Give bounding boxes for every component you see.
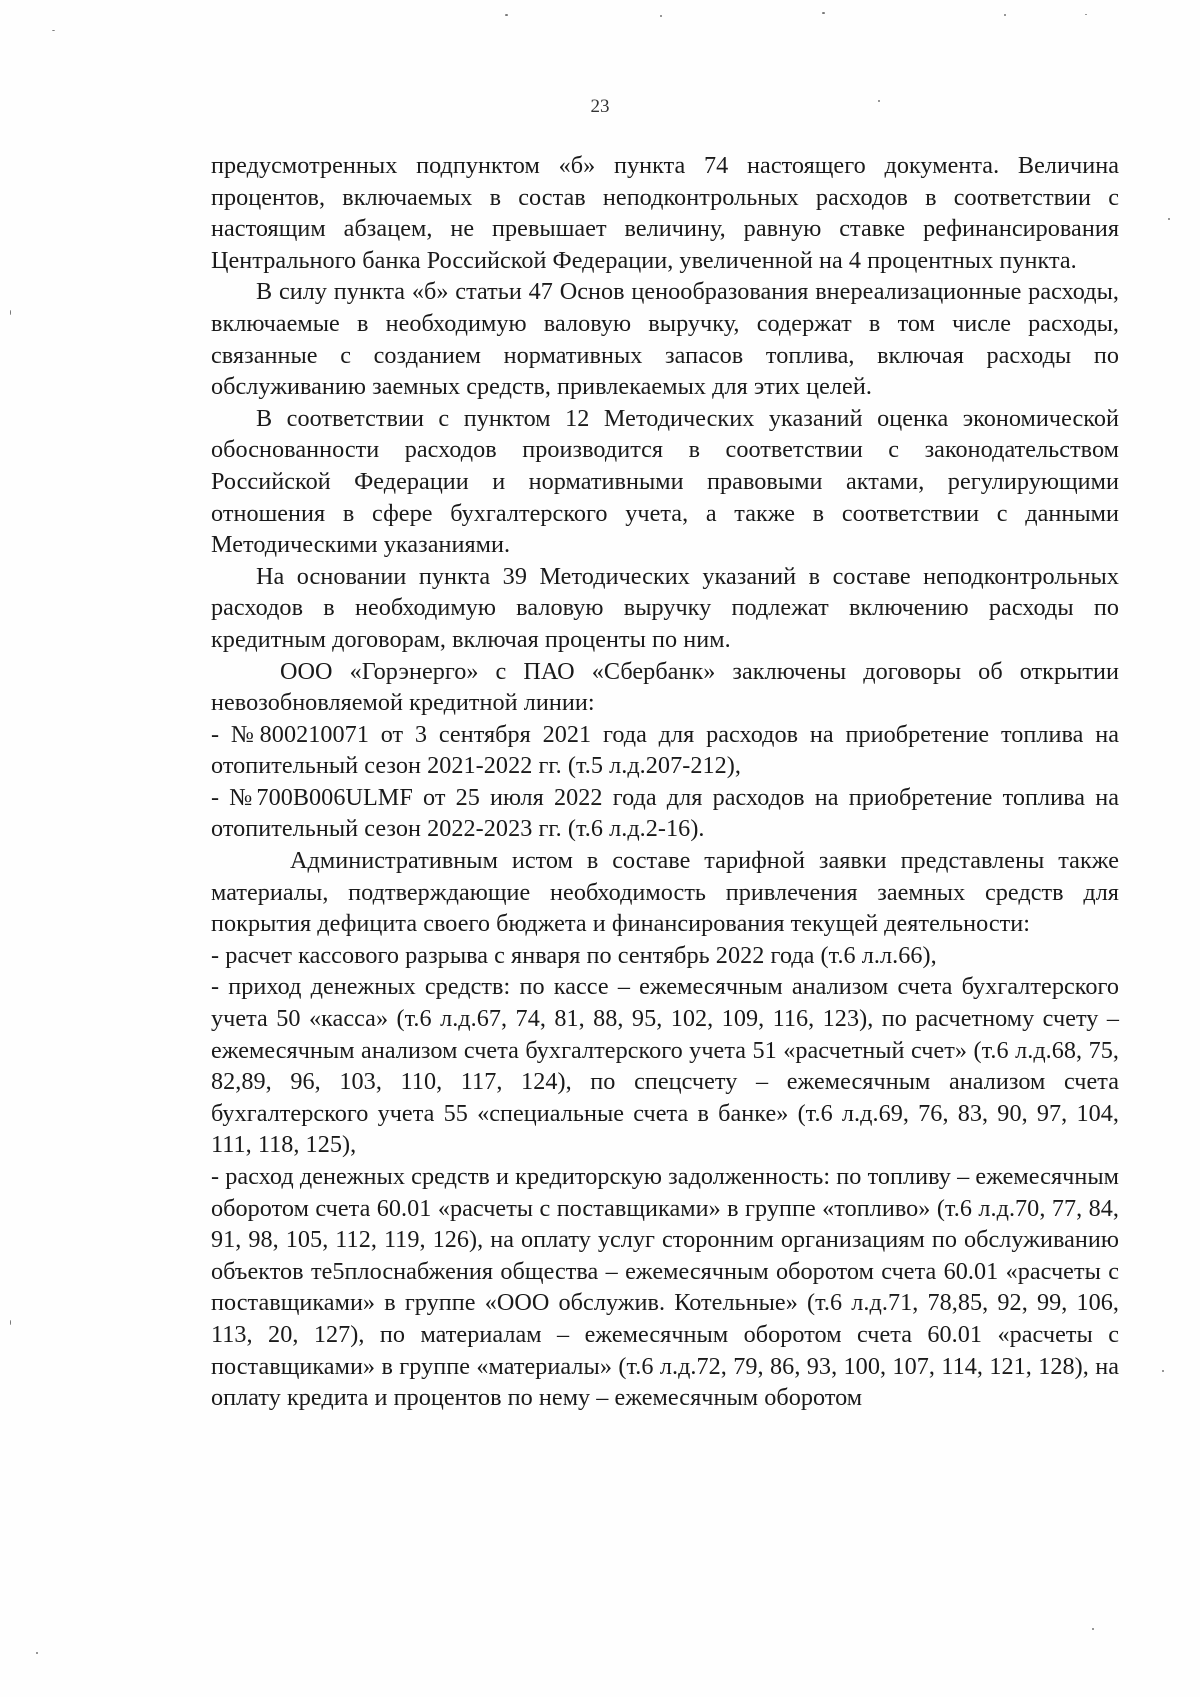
paragraph: Административным истом в составе тарифной заявки представлены также материалы, подтверждающие необходимость привлечения заемных средств для покрытия дефицита своего бюджета и финансирования текущей деятельности: (211, 847, 1119, 938)
paragraph: На основании пункта 39 Методических указаний в составе неподконтрольных расходов в необходимую валовую выручку подлежат включению расходы по кредитным договорам, включая проценты по ним. (211, 562, 1119, 653)
paragraph: В силу пункта «б» статьи 47 Основ ценообразования внереализационные расходы, включаемые в необходимую валовую выручку, содержат в том числе расходы, связанные с созданием нормативных запасов топлива, включая расходы по обслуживанию заемных средств, привлекаемых для этих целей. (211, 278, 1119, 401)
paragraph: В соответствии с пунктом 12 Методических указаний оценка экономической обоснованности расходов производится в соответствии с законодательством Российской Федерации и нормативными правовыми актами, регулирующими отношения в сфере бухгалтерского учета, а также в соответствии с данными Методическими указаниями. (211, 404, 1119, 559)
document-body (211, 150, 1119, 1414)
paragraph: предусмотренных подпунктом «б» пункта 74 настоящего документа. Величина процентов, включаемых в состав неподконтрольных расходов в соответствии с настоящим абзацем, не превышает величину, равную ставке рефинансирования Центрального банка Российской Федерации, увеличенной на 4 процентных пункта. (211, 152, 1119, 274)
page-number: 23 (590, 96, 610, 117)
list-item: - расчет кассового разрыва с января по сентябрь 2022 года (т.6 л.л.66), (211, 941, 937, 969)
paragraph: ООО «Горэнерго» с ПАО «Сбербанк» заключены договоры об открытии невозобновляемой кредитной линии: (211, 657, 1119, 717)
list-item: - №800210071 от 3 сентября 2021 года для расходов на приобретение топлива на отопительный сезон 2021-2022 гг. (т.5 л.д.207-212), (211, 720, 1119, 780)
list-item: - приход денежных средств: по кассе – ежемесячным анализом счета бухгалтерского учета 50 «касса» (т.6 л.д.67, 74, 81, 88, 95, 102, 109, 116, 123), по расчетному счету – ежемесячным анализом счета бухгалтерского учета 51 «расчетный счет» (т.6 л.д.68, 75, 82,89, 96, 103, 110, 117, 124), по спецсчету – ежемесячным анализом счета бухгалтерского учета 55 «специальные счета в банке» (т.6 л.д.69, 76, 83, 90, 97, 104, 111, 118, 125), (211, 973, 1119, 1159)
list-item: - расход денежных средств и кредиторскую задолженность: по топливу – ежемесячным оборотом счета 60.01 «расчеты с поставщиками» в группе «топливо» (т.6 л.д.70, 77, 84, 91, 98, 105, 112, 119, 126), на оплату услуг сторонним организациям по обслуживанию объектов те5плоснабжения общества – ежемесячным оборотом счета 60.01 «расчеты с поставщиками» в группе «ООО обслужив. Котельные» (т.6 л.д.71, 78,85, 92, 99, 106, 113, 20, 127), по материалам – ежемесячным оборотом счета 60.01 «расчеты с поставщиками» в группе «материалы» (т.6 л.д.72, 79, 86, 93, 100, 107, 114, 121, 128), на оплату кредита и процентов по нему – ежемесячным оборотом (211, 1163, 1119, 1412)
list-item: - №700B006ULMF от 25 июля 2022 года для расходов на приобретение топлива на отопительный сезон 2022-2023 гг. (т.6 л.д.2-16). (211, 783, 1119, 843)
